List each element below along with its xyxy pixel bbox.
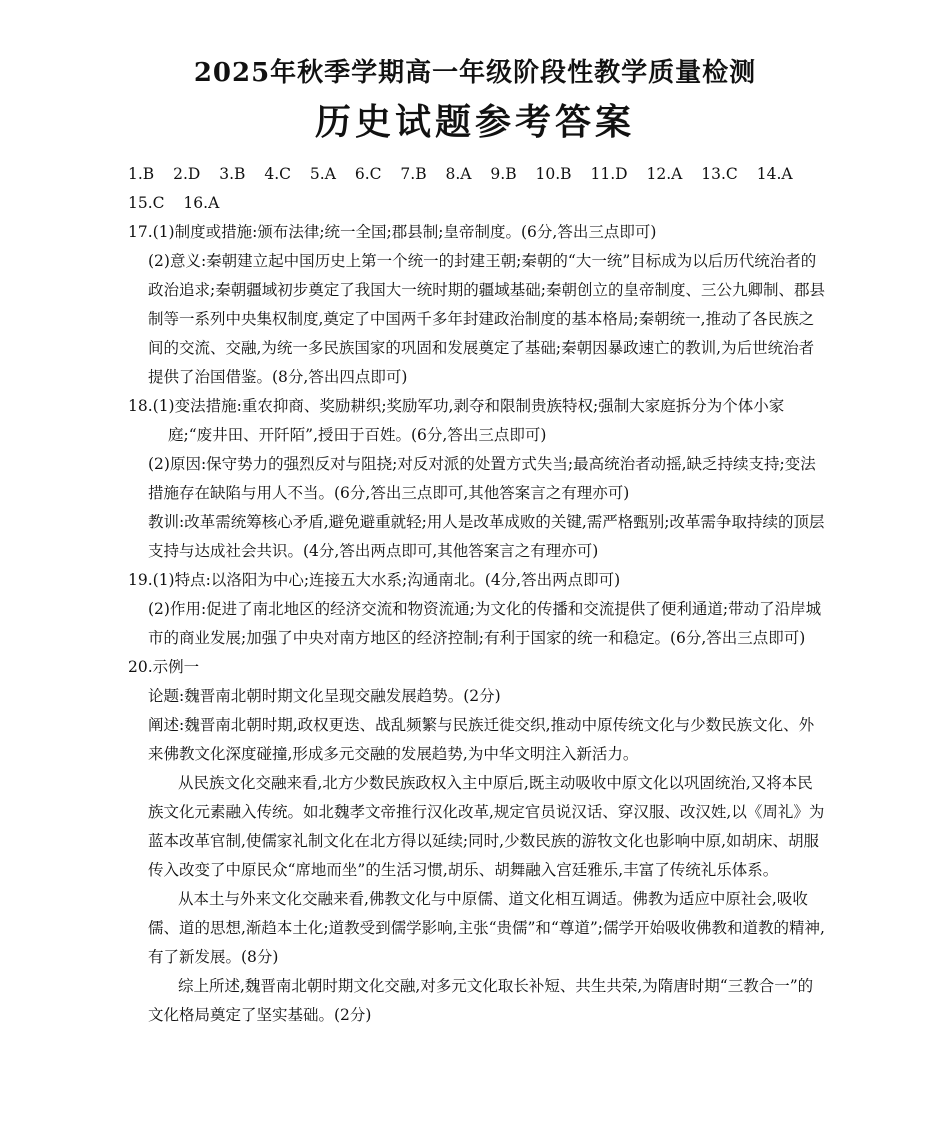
q20-topic: 论题:魏晋南北朝时期文化呈现交融发展趋势。(2分) xyxy=(148,687,501,705)
q20-paragraph-conclusion: 综上所述,魏晋南北朝时期文化交融,对多元文化取长补短、共生共荣,为隋唐时期“三教合一”的文化格局奠定了坚实基础。(2分) xyxy=(148,977,814,1024)
q18-part1: 18.(1)变法措施:重农抑商、奖励耕织;奖励军功,剥夺和限制贵族特权;强制大家庭拆分为个体小家庭;“废井田、开阡陌”,授田于百姓。(6分,答出三点即可) xyxy=(128,397,785,444)
q18-part2: (2)原因:保守势力的强烈反对与阻挠;对反对派的处置方式失当;最高统治者动摇,缺乏持续支持;变法措施存在缺陷与用人不当。(6分,答出三点即可,其他答案言之有理亦可) xyxy=(148,455,816,502)
q19-part1: 19.(1)特点:以洛阳为中心;连接五大水系;沟通南北。(4分,答出两点即可) xyxy=(128,571,621,589)
q18-lesson: 教训:改革需统筹核心矛盾,避免避重就轻;用人是改革成败的关键,需严格甄别;改革需争取持续的顶层支持与达成社会共识。(4分,答出两点即可,其他答案言之有理亦可) xyxy=(148,513,825,560)
page-title: 2025年秋季学期高一年级阶段性教学质量检测 xyxy=(193,58,757,88)
q20-explanation: 阐述:魏晋南北朝时期,政权更迭、战乱频繁与民族迁徙交织,推动中原传统文化与少数民族文化、外来佛教文化深度碰撞,形成多元交融的发展趋势,为中华文明注入新活力。 xyxy=(148,716,815,763)
answer-body xyxy=(128,160,828,1030)
multiple-choice-answers-line1: 1.B 2.D 3.B 4.C 5.A 6.C 7.B 8.A 9.B 10.B 11.D 12.A 13.C 14.A xyxy=(128,165,793,183)
page-subtitle: 历史试题参考答案 xyxy=(314,102,635,143)
q17-part1: 17.(1)制度或措施:颁布法律;统一全国;郡县制;皇帝制度。(6分,答出三点即可) xyxy=(128,223,657,241)
q20-heading: 20.示例一 xyxy=(128,658,200,676)
q20-paragraph-ethnic: 从民族文化交融来看,北方少数民族政权入主中原后,既主动吸收中原文化以巩固统治,又将本民族文化元素融入传统。如北魏孝文帝推行汉化改革,规定官员说汉话、穿汉服、改汉姓,以《周礼》为蓝本改革官制,使儒家礼制文化在北方得以延续;同时,少数民族的游牧文化也影响中原,如胡床、胡服传入改变了中原民众“席地而坐”的生活习惯,胡乐、胡舞融入宫廷雅乐,丰富了传统礼乐体系。 xyxy=(148,774,825,879)
q17-part2: (2)意义:秦朝建立起中国历史上第一个统一的封建王朝;秦朝的“大一统”目标成为以后历代统治者的政治追求;秦朝疆域初步奠定了我国大一统时期的疆域基础;秦朝创立的皇帝制度、三公九卿制、郡县制等一系列中央集权制度,奠定了中国两千多年封建政治制度的基本格局;秦朝统一,推动了各民族之间的交流、交融,为统一多民族国家的巩固和发展奠定了基础;秦朝因暴政速亡的教训,为后世统治者提供了治国借鉴。(8分,答出四点即可) xyxy=(148,252,825,386)
q20-paragraph-foreign: 从本土与外来文化交融来看,佛教文化与中原儒、道文化相互调适。佛教为适应中原社会,吸收儒、道的思想,渐趋本土化;道教受到儒学影响,主张“贵儒”和“尊道”;儒学开始吸收佛教和道教的精神,有了新发展。(8分) xyxy=(148,890,825,966)
multiple-choice-answers-line2: 15.C 16.A xyxy=(128,194,220,212)
q19-part2: (2)作用:促进了南北地区的经济交流和物资流通;为文化的传播和交流提供了便利通道;带动了沿岸城市的商业发展;加强了中央对南方地区的经济控制;有利于国家的统一和稳定。(6分,答出三点即可) xyxy=(148,600,822,647)
